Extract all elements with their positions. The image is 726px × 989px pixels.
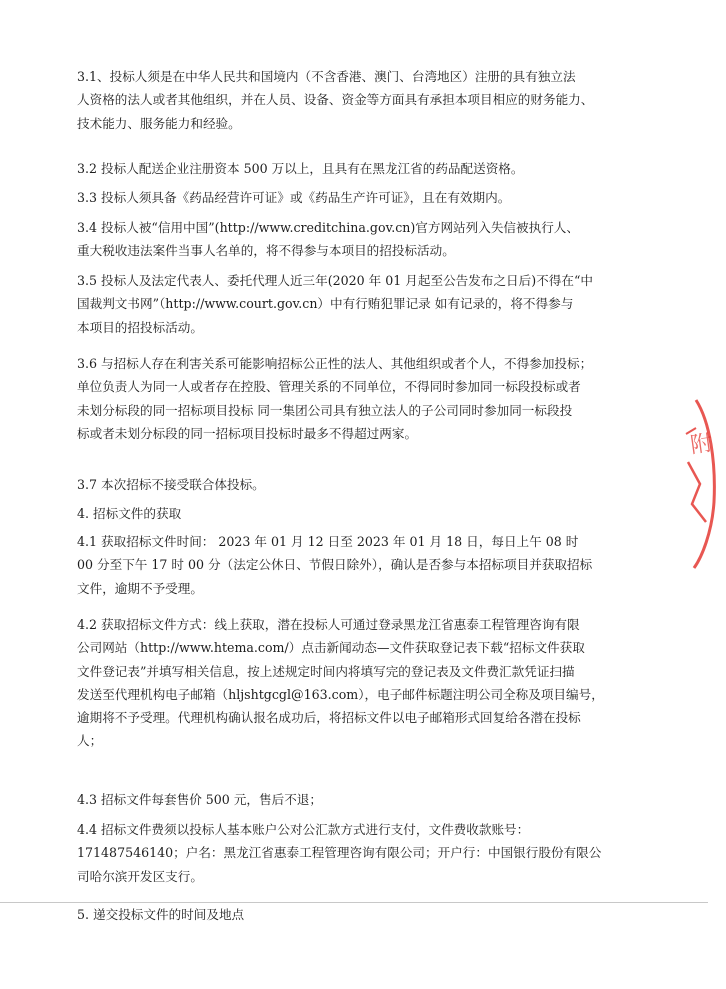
paragraph-4-2 bbox=[77, 613, 605, 753]
text-line: 3.1、投标人须是在中华人民共和国境内（不含香港、澳门、台湾地区）注册的具有独立法 bbox=[77, 69, 576, 84]
text-line: 标或者未划分标段的同一招标项目投标时最多不得超过两家。 bbox=[77, 425, 418, 441]
paragraph-3-7 bbox=[77, 473, 605, 496]
text-line: 4.3 招标文件每套售价 500 元，售后不退； bbox=[77, 792, 322, 807]
paragraph-3-6 bbox=[77, 352, 605, 445]
text-line: 单位负责人为同一人或者存在控股、管理关系的不同单位，不得同时参加同一标段投标或者 bbox=[77, 379, 581, 395]
text-line: 3.7 本次招标不接受联合体投标。 bbox=[77, 477, 265, 492]
text-line: 公司网站（http://www.htema.com/）点击新闻动态—文件获取登记表下载“招标文件获取 bbox=[77, 640, 585, 656]
paragraph-4-3 bbox=[77, 788, 605, 811]
text-line: 4.4 招标文件费须以投标人基本账户公对公汇款方式进行支付，文件费收款账号： bbox=[77, 822, 530, 837]
text-line: 3.5 投标人及法定代表人、委托代理人近三年(2020 年 01 月起至公告发布之日后)不得在“中 bbox=[77, 273, 593, 288]
text-line: 171487546140；户名：黑龙江省惠泰工程管理咨询有限公司；开户行：中国银行股份有限公 bbox=[77, 845, 602, 861]
text-line: 3.2 投标人配送企业注册资本 500 万以上，且具有在黑龙江省的药品配送资格。 bbox=[77, 161, 524, 176]
paragraph-3-3 bbox=[77, 186, 605, 209]
text-line: 本项目的招投标活动。 bbox=[77, 319, 203, 335]
text-line: 文件登记表”并填写相关信息，按上述规定时间内将填写完的登记表及文件费汇款凭证扫描 bbox=[77, 663, 575, 679]
text-line: 4. 招标文件的获取 bbox=[77, 506, 182, 521]
text-line: 4.2 获取招标文件方式：线上获取，潜在投标人可通过登录黑龙江省惠泰工程管理咨询有限 bbox=[77, 617, 580, 632]
paragraph-3-2 bbox=[77, 157, 605, 180]
text-line: 未划分标段的同一招标项目投标 同一集团公司具有独立法人的子公司同时参加同一标段投 bbox=[77, 402, 573, 418]
text-line: 发送至代理机构电子邮箱（hljshtgcgl@163.com），电子邮件标题注明公司全称及项目编号， bbox=[77, 686, 604, 702]
red-seal-stamp bbox=[666, 392, 726, 572]
section-heading-5 bbox=[77, 903, 605, 926]
text-line: 逾期将不予受理。代理机构确认报名成功后，将招标文件以电子邮箱形式回复给各潜在投标 bbox=[77, 710, 581, 726]
paragraph-4-1 bbox=[77, 530, 605, 600]
text-line: 4.1 获取招标文件时间： 2023 年 01 月 12 日至 2023 年 01 月 18 日，每日上午 08 时 bbox=[77, 534, 579, 549]
text-line: 5. 递交投标文件的时间及地点 bbox=[77, 907, 245, 922]
text-line: 3.6 与招标人存在利害关系可能影响招标公正性的法人、其他组织或者个人，不得参加投标； bbox=[77, 356, 593, 371]
paragraph-3-5 bbox=[77, 269, 605, 339]
text-line: 3.4 投标人被“信用中国”(http://www.creditchina.gov.cn)官方网站列入失信被执行人、 bbox=[77, 220, 579, 235]
text-line: 人； bbox=[77, 733, 103, 749]
text-line: 司哈尔滨开发区支行。 bbox=[77, 868, 203, 884]
section-heading-4 bbox=[77, 502, 605, 525]
text-line: 国裁判文书网”（http://www.court.gov.cn）中有行贿犯罪记录 如有记录的，将不得参与 bbox=[77, 296, 574, 312]
text-line: 文件，逾期不予受理。 bbox=[77, 580, 203, 596]
seal-character: 附 bbox=[688, 430, 715, 459]
paragraph-4-4 bbox=[77, 818, 605, 888]
text-line: 人资格的法人或者其他组织，并在人员、设备、资金等方面具有承担本项目相应的财务能力、 bbox=[77, 92, 594, 108]
paragraph-3-4 bbox=[77, 216, 605, 263]
text-line: 技术能力、服务能力和经验。 bbox=[77, 115, 241, 131]
text-line: 重大税收违法案件当事人名单的，将不得参与本项目的招投标活动。 bbox=[77, 243, 455, 259]
text-line: 3.3 投标人须具备《药品经营许可证》或《药品生产许可证》，且在有效期内。 bbox=[77, 190, 511, 205]
text-line: 00 分至下午 17 时 00 分（法定公休日、节假日除外），确认是否参与本招标项目并获取招标 bbox=[77, 557, 593, 573]
paragraph-3-1 bbox=[77, 65, 605, 135]
